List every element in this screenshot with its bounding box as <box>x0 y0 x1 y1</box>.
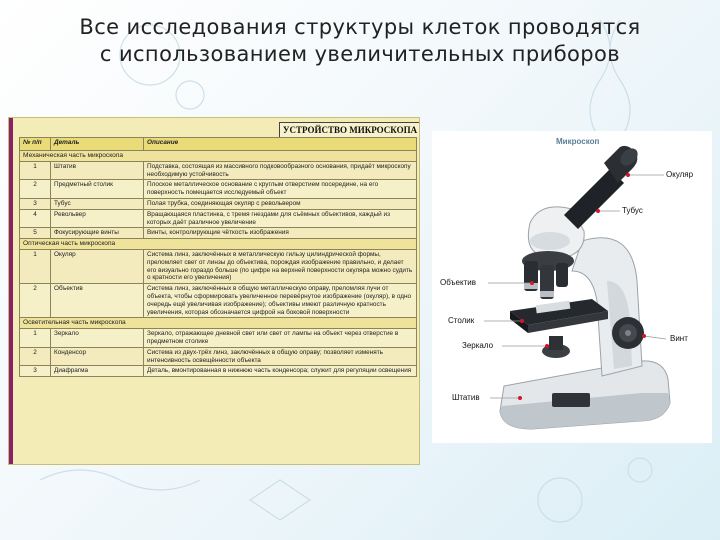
cell-num: 1 <box>20 329 51 348</box>
cell-desc: Полая трубка, соединяющая окуляр с револьвером <box>144 198 417 209</box>
section-row <box>20 318 417 329</box>
cell-desc: Подставка, состоящая из массивного подковообразного основания, придаёт микроскопу необходимую устойчивость <box>144 161 417 180</box>
cell-num: 2 <box>20 180 51 199</box>
section-row <box>20 151 417 162</box>
label-stand: Штатив <box>452 393 480 402</box>
cell-part: Зеркало <box>51 329 144 348</box>
table-row <box>20 180 417 199</box>
microscope-diagram <box>432 131 712 443</box>
cell-num: 4 <box>20 209 51 228</box>
table-caption: УСТРОЙСТВО МИКРОСКОПА <box>279 122 420 137</box>
table-row <box>20 161 417 180</box>
structure-table <box>19 137 417 377</box>
cell-part: Фокусирующие винты <box>51 228 144 239</box>
section-row <box>20 239 417 250</box>
section-title: Оптическая часть микроскопа <box>20 239 417 250</box>
table-row <box>20 329 417 348</box>
cell-num: 1 <box>20 249 51 283</box>
cell-num: 3 <box>20 198 51 209</box>
left-stripe <box>9 118 13 464</box>
table-row <box>20 249 417 283</box>
cell-desc: Система линз, заключённых в общую металлическую оправу, преломляя лучи от объекта, чтобы сформировать увеличенное перевёрнутое изображение (окуляр), в одно очередь ещё увеличивая изображение); объективы имеют различную кратность увеличения, которая обозначается цифрой на боковой поверхности <box>144 284 417 318</box>
table-row <box>20 198 417 209</box>
callout-dot <box>626 173 630 177</box>
cell-desc: Вращающаяся пластинка, с тремя гнездами для съёмных объективов, каждый из которых даёт различное увеличение <box>144 209 417 228</box>
table-header-row <box>20 138 417 151</box>
header-description: Описание <box>144 138 417 151</box>
cell-part: Окуляр <box>51 249 144 283</box>
cell-desc: Зеркало, отражающее дневной свет или свет от лампы на объект через отверстие в предметном столике <box>144 329 417 348</box>
cell-desc: Система линз, заключённых в металлическую гильзу цилиндрической формы, преломляет свет от линзы до объектива, порождая изображение правильно, и делает его визуально гораздо больше (по цифре на верхней поверхности окуляра можно судить о кратности его увеличения) <box>144 249 417 283</box>
label-tube: Тубус <box>622 206 643 215</box>
table-row <box>20 284 417 318</box>
diagram-heading: Микроскоп <box>556 137 600 146</box>
label-stage: Столик <box>448 316 475 325</box>
cell-desc: Система из двух-трёх линз, заключённых в общую оправу; позволяет изменять интенсивность освещённости объекта <box>144 347 417 366</box>
table-row <box>20 209 417 228</box>
cell-desc: Плоское металлическое основание с круглым отверстием посередине, на его поверхность помещается исследуемый объект <box>144 180 417 199</box>
label-objective: Объектив <box>440 278 476 287</box>
section-title: Осветительная часть микроскопа <box>20 318 417 329</box>
header-part: Деталь <box>51 138 144 151</box>
header-num: № п/п <box>20 138 51 151</box>
table-row <box>20 228 417 239</box>
cell-part: Штатив <box>51 161 144 180</box>
label-screw: Винт <box>670 334 688 343</box>
label-eyepiece: Окуляр <box>666 170 694 179</box>
section-title: Механическая часть микроскопа <box>20 151 417 162</box>
title-line-1: Все исследования структуры клеток проводятся <box>79 15 641 39</box>
cell-num: 1 <box>20 161 51 180</box>
cell-part: Тубус <box>51 198 144 209</box>
slide-title <box>0 14 720 68</box>
table-row <box>20 347 417 366</box>
cell-num: 2 <box>20 284 51 318</box>
cell-num: 2 <box>20 347 51 366</box>
label-mirror: Зеркало <box>462 341 494 350</box>
cell-part: Револьвер <box>51 209 144 228</box>
table-row <box>20 366 417 377</box>
cell-num: 3 <box>20 366 51 377</box>
microscope-structure-table <box>8 117 420 465</box>
title-line-2: с использованием увеличительных приборов <box>99 42 621 66</box>
cell-desc: Винты, контролирующие чёткость изображения <box>144 228 417 239</box>
cell-desc: Деталь, вмонтированная в нижнюю часть конденсора; служит для регуляции освещения <box>144 366 417 377</box>
cell-part: Предметный столик <box>51 180 144 199</box>
cell-part: Конденсор <box>51 347 144 366</box>
cell-part: Объектив <box>51 284 144 318</box>
cell-part: Диафрагма <box>51 366 144 377</box>
cell-num: 5 <box>20 228 51 239</box>
